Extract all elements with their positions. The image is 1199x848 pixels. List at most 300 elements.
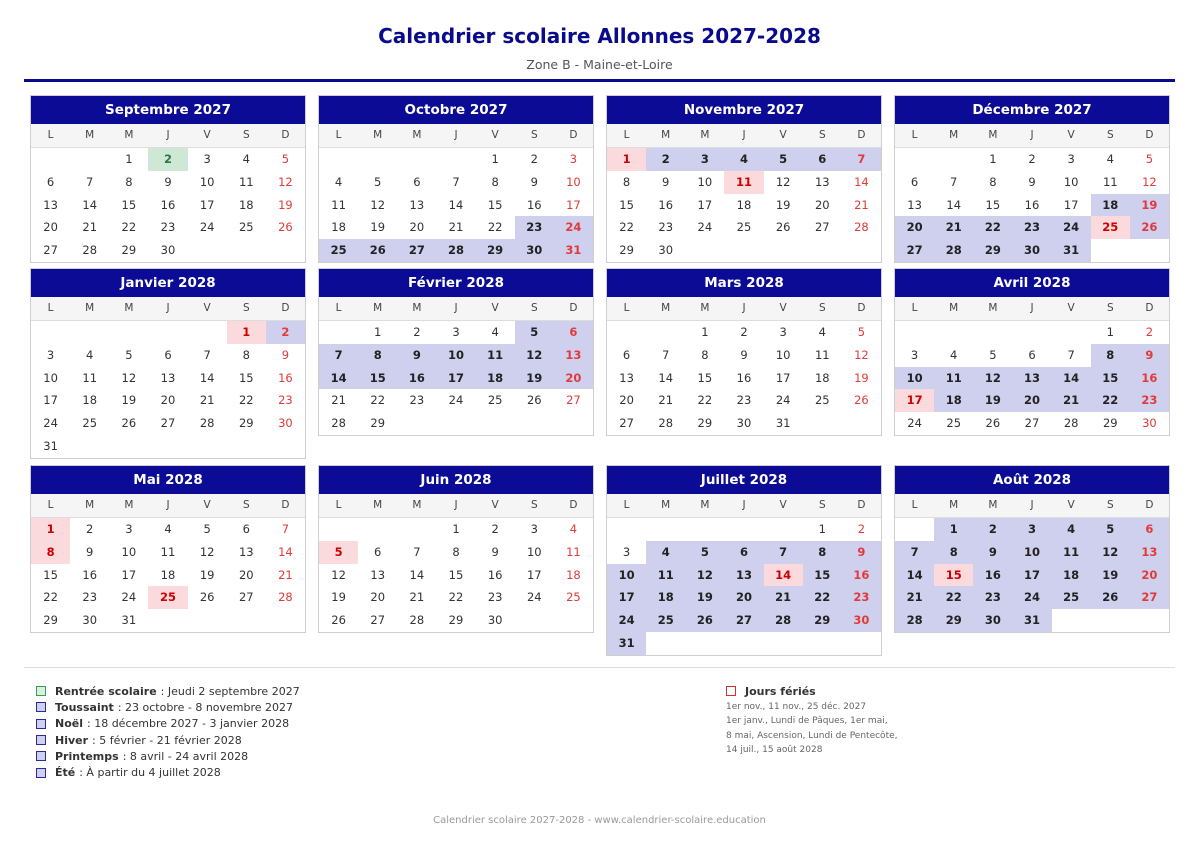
day-cell: 18 bbox=[82, 393, 98, 408]
weekday-label: M bbox=[124, 129, 134, 141]
day-cell: 8 bbox=[491, 174, 499, 189]
weekday-label: J bbox=[742, 302, 746, 314]
weekday-label: D bbox=[857, 302, 866, 314]
empty-cell bbox=[646, 518, 685, 541]
day-cell: 27 bbox=[724, 609, 763, 632]
day-cell: 9 bbox=[1130, 344, 1169, 367]
weekday-label: D bbox=[1145, 302, 1154, 314]
day-cell: 24 bbox=[1052, 216, 1091, 239]
weekday-label: D bbox=[857, 129, 866, 141]
empty-cell bbox=[895, 518, 934, 541]
title-divider bbox=[24, 79, 1175, 82]
day-cell: 29 bbox=[697, 416, 713, 431]
weekday-label: S bbox=[1106, 302, 1114, 314]
day-cell: 4 bbox=[334, 174, 343, 189]
day-cell: 7 bbox=[319, 344, 358, 367]
day-cell: 17 bbox=[1063, 197, 1079, 212]
day-cell: 26 bbox=[1130, 216, 1169, 239]
day-cell: 7 bbox=[950, 174, 958, 189]
day-cell: 23 bbox=[278, 393, 293, 408]
day-cell: 7 bbox=[764, 541, 803, 564]
day-cell: 31 bbox=[775, 416, 791, 431]
day-cell: 25 bbox=[736, 220, 752, 235]
day-cell: 10 bbox=[566, 174, 581, 189]
day-cell: 31 bbox=[43, 438, 58, 453]
empty-cell bbox=[319, 518, 358, 541]
weekday-label: J bbox=[1030, 499, 1034, 511]
day-cell: 14 bbox=[658, 370, 674, 385]
day-cell: 17 bbox=[607, 586, 646, 609]
month-title: Juillet 2028 bbox=[607, 466, 881, 494]
weekday-header bbox=[31, 124, 305, 148]
weekday-label: S bbox=[818, 499, 826, 511]
legend-item-noel bbox=[36, 716, 300, 732]
day-cell: 3 bbox=[685, 148, 724, 171]
day-cell: 30 bbox=[842, 609, 881, 632]
day-cell: 10 bbox=[1063, 174, 1079, 189]
weekday-header bbox=[319, 124, 593, 148]
day-cell: 26 bbox=[985, 416, 1001, 431]
weekday-label: V bbox=[1067, 499, 1075, 511]
day-cell: 8 bbox=[989, 174, 997, 189]
day-cell: 16 bbox=[658, 197, 674, 212]
day-cell: 10 bbox=[775, 347, 791, 362]
day-cell: 5 bbox=[989, 347, 997, 362]
month-title: Septembre 2027 bbox=[31, 96, 305, 124]
days-grid bbox=[319, 148, 593, 262]
day-cell: 6 bbox=[413, 174, 421, 189]
day-cell: 15 bbox=[619, 197, 634, 212]
day-cell: 19 bbox=[685, 586, 724, 609]
day-cell: 7 bbox=[413, 544, 421, 559]
day-cell: 1 bbox=[227, 321, 266, 344]
weekday-label: S bbox=[1106, 129, 1114, 141]
day-cell: 5 bbox=[203, 522, 211, 536]
day-cell: 25 bbox=[814, 393, 830, 408]
day-cell: 19 bbox=[973, 389, 1012, 412]
day-cell: 9 bbox=[1028, 174, 1036, 189]
month-calendar bbox=[606, 95, 882, 263]
day-cell: 20 bbox=[1130, 564, 1169, 587]
day-cell: 28 bbox=[278, 590, 293, 605]
day-cell: 29 bbox=[43, 613, 58, 628]
weekday-label: M bbox=[124, 499, 134, 511]
day-cell: 5 bbox=[374, 174, 382, 189]
day-cell: 11 bbox=[238, 174, 254, 189]
day-cell: 2 bbox=[530, 152, 538, 166]
day-cell: 26 bbox=[358, 239, 397, 262]
day-cell: 17 bbox=[1012, 564, 1051, 587]
day-cell: 1 bbox=[818, 522, 826, 536]
day-cell: 2 bbox=[86, 522, 94, 536]
day-cell: 8 bbox=[452, 544, 460, 559]
weekday-label: D bbox=[569, 302, 578, 314]
day-cell: 10 bbox=[607, 564, 646, 587]
day-cell: 3 bbox=[203, 152, 211, 166]
day-cell: 29 bbox=[619, 243, 634, 258]
day-cell: 28 bbox=[409, 613, 425, 628]
day-cell: 9 bbox=[164, 174, 172, 189]
day-cell: 19 bbox=[121, 393, 137, 408]
day-cell: 24 bbox=[907, 416, 922, 431]
day-cell: 4 bbox=[491, 325, 499, 339]
blue-square-icon bbox=[36, 735, 46, 745]
day-cell: 15 bbox=[803, 564, 842, 587]
day-cell: 12 bbox=[370, 197, 386, 212]
day-cell: 9 bbox=[530, 174, 538, 189]
weekday-label: V bbox=[203, 499, 211, 511]
weekday-label: D bbox=[281, 302, 290, 314]
day-cell: 7 bbox=[895, 541, 934, 564]
month-calendar bbox=[30, 95, 306, 263]
weekday-header bbox=[607, 124, 881, 148]
day-cell: 29 bbox=[370, 416, 386, 431]
day-cell: 2 bbox=[266, 321, 305, 344]
legend-item-printemps bbox=[36, 748, 300, 764]
day-cell: 28 bbox=[1063, 416, 1079, 431]
day-cell: 14 bbox=[854, 174, 869, 189]
weekday-header bbox=[607, 297, 881, 321]
day-cell: 19 bbox=[1130, 194, 1169, 217]
legend-name: Printemps bbox=[55, 749, 119, 763]
day-cell: 26 bbox=[685, 609, 724, 632]
day-cell: 6 bbox=[242, 522, 250, 536]
day-cell: 16 bbox=[487, 567, 503, 582]
day-cell: 13 bbox=[370, 567, 386, 582]
days-grid bbox=[319, 321, 593, 435]
day-cell: 7 bbox=[662, 347, 670, 362]
day-cell: 19 bbox=[775, 197, 791, 212]
page-subtitle: Zone B - Maine-et-Loire bbox=[526, 57, 673, 72]
day-cell: 19 bbox=[1091, 564, 1130, 587]
weekday-label: M bbox=[412, 499, 422, 511]
weekday-label: S bbox=[818, 129, 826, 141]
day-cell: 13 bbox=[619, 370, 634, 385]
day-cell: 24 bbox=[199, 220, 215, 235]
legend-divider bbox=[24, 667, 1175, 668]
weekday-label: D bbox=[569, 499, 578, 511]
day-cell: 22 bbox=[934, 586, 973, 609]
day-cell: 13 bbox=[160, 370, 176, 385]
day-cell: 3 bbox=[622, 544, 631, 559]
day-cell: 4 bbox=[569, 522, 578, 536]
month-title: Octobre 2027 bbox=[319, 96, 593, 124]
day-cell: 5 bbox=[1091, 518, 1130, 541]
weekday-label: M bbox=[85, 499, 95, 511]
day-cell: 23 bbox=[1130, 389, 1169, 412]
legend-detail: : Jeudi 2 septembre 2027 bbox=[160, 684, 300, 698]
day-cell: 28 bbox=[934, 239, 973, 262]
weekday-header bbox=[895, 494, 1169, 518]
day-cell: 25 bbox=[82, 416, 98, 431]
day-cell: 27 bbox=[238, 590, 254, 605]
day-cell: 19 bbox=[854, 370, 869, 385]
weekday-label: M bbox=[949, 302, 959, 314]
day-cell: 11 bbox=[646, 564, 685, 587]
weekday-label: J bbox=[742, 129, 746, 141]
day-cell: 11 bbox=[814, 347, 830, 362]
day-cell: 18 bbox=[814, 370, 830, 385]
day-cell: 18 bbox=[476, 367, 515, 390]
month-calendar bbox=[894, 95, 1170, 263]
blue-square-icon bbox=[36, 719, 46, 729]
day-cell: 28 bbox=[895, 609, 934, 632]
weekday-label: S bbox=[530, 129, 538, 141]
weekday-label: L bbox=[911, 499, 918, 511]
page-title: Calendrier scolaire Allonnes 2027-2028 bbox=[378, 24, 821, 48]
day-cell: 25 bbox=[566, 590, 581, 605]
day-cell: 1 bbox=[31, 518, 70, 541]
day-cell: 11 bbox=[566, 544, 581, 559]
weekday-label: J bbox=[166, 129, 170, 141]
day-cell: 23 bbox=[487, 590, 503, 605]
weekday-label: M bbox=[949, 499, 959, 511]
day-cell: 12 bbox=[278, 174, 293, 189]
month-calendar bbox=[606, 268, 882, 436]
day-cell: 6 bbox=[910, 174, 919, 189]
day-cell: 12 bbox=[121, 370, 137, 385]
empty-cell bbox=[973, 321, 1012, 344]
day-cell: 11 bbox=[476, 344, 515, 367]
day-cell: 24 bbox=[448, 393, 464, 408]
weekday-label: M bbox=[412, 302, 422, 314]
day-cell: 31 bbox=[121, 613, 137, 628]
empty-cell bbox=[1012, 321, 1051, 344]
weekday-label: L bbox=[47, 302, 54, 314]
weekday-label: V bbox=[491, 499, 499, 511]
weekday-label: M bbox=[661, 302, 671, 314]
day-cell: 27 bbox=[43, 243, 58, 258]
weekday-label: S bbox=[1106, 499, 1114, 511]
day-cell: 8 bbox=[1091, 344, 1130, 367]
day-cell: 3 bbox=[1067, 152, 1075, 166]
weekday-label: L bbox=[911, 129, 918, 141]
day-cell: 26 bbox=[199, 590, 215, 605]
day-cell: 12 bbox=[1142, 174, 1157, 189]
day-cell: 26 bbox=[775, 220, 791, 235]
day-cell: 27 bbox=[619, 416, 634, 431]
day-cell: 1 bbox=[934, 518, 973, 541]
day-cell: 17 bbox=[697, 197, 713, 212]
day-cell: 3 bbox=[569, 152, 578, 166]
day-cell: 16 bbox=[842, 564, 881, 587]
day-cell: 29 bbox=[476, 239, 515, 262]
day-cell: 9 bbox=[281, 347, 290, 362]
legend-detail: : 8 avril - 24 avril 2028 bbox=[122, 749, 249, 763]
weekday-label: V bbox=[491, 129, 499, 141]
day-cell: 11 bbox=[1102, 174, 1118, 189]
day-cell: 10 bbox=[526, 544, 542, 559]
day-cell: 27 bbox=[1024, 416, 1040, 431]
day-cell: 4 bbox=[646, 541, 685, 564]
legend-name: Été bbox=[55, 766, 76, 780]
day-cell: 2 bbox=[973, 518, 1012, 541]
day-cell: 8 bbox=[242, 347, 250, 362]
days-grid bbox=[31, 321, 305, 458]
legend-name: Noël bbox=[55, 717, 83, 731]
day-cell: 23 bbox=[160, 220, 176, 235]
weekday-label: S bbox=[242, 499, 250, 511]
weekday-label: M bbox=[988, 499, 998, 511]
day-cell: 6 bbox=[803, 148, 842, 171]
day-cell: 17 bbox=[43, 393, 58, 408]
day-cell: 7 bbox=[281, 522, 290, 536]
weekday-label: M bbox=[85, 302, 95, 314]
day-cell: 3 bbox=[46, 347, 55, 362]
day-cell: 16 bbox=[526, 197, 542, 212]
day-cell: 27 bbox=[814, 220, 830, 235]
legend-item-hiver bbox=[36, 732, 300, 748]
day-cell: 12 bbox=[973, 367, 1012, 390]
weekday-label: S bbox=[242, 129, 250, 141]
day-cell: 1 bbox=[989, 152, 997, 166]
day-cell: 21 bbox=[448, 220, 464, 235]
day-cell: 7 bbox=[1067, 347, 1075, 362]
day-cell: 15 bbox=[121, 197, 137, 212]
day-cell: 25 bbox=[1091, 216, 1130, 239]
day-cell: 17 bbox=[121, 567, 137, 582]
day-cell: 17 bbox=[436, 367, 475, 390]
weekday-label: J bbox=[166, 302, 170, 314]
weekday-label: J bbox=[166, 499, 170, 511]
weekday-label: V bbox=[1067, 302, 1075, 314]
weekday-label: V bbox=[779, 129, 787, 141]
weekday-label: L bbox=[335, 499, 342, 511]
weekday-label: V bbox=[491, 302, 499, 314]
weekday-label: J bbox=[1030, 302, 1034, 314]
day-cell: 31 bbox=[1012, 609, 1051, 632]
weekday-header bbox=[31, 297, 305, 321]
day-cell: 4 bbox=[1106, 152, 1114, 166]
day-cell: 30 bbox=[487, 613, 503, 628]
day-cell: 3 bbox=[779, 325, 787, 339]
weekday-label: L bbox=[335, 129, 342, 141]
day-cell: 2 bbox=[1028, 152, 1036, 166]
weekday-label: M bbox=[412, 129, 422, 141]
day-cell: 29 bbox=[1102, 416, 1118, 431]
day-cell: 3 bbox=[125, 522, 133, 536]
day-cell: 16 bbox=[82, 567, 98, 582]
weekday-header bbox=[31, 494, 305, 518]
day-cell: 15 bbox=[238, 370, 254, 385]
weekday-label: J bbox=[454, 499, 458, 511]
days-grid bbox=[607, 321, 881, 435]
weekday-label: D bbox=[1145, 129, 1154, 141]
day-cell: 20 bbox=[619, 393, 634, 408]
weekday-header bbox=[319, 494, 593, 518]
weekday-header bbox=[895, 124, 1169, 148]
empty-cell bbox=[148, 321, 187, 344]
day-cell: 2 bbox=[148, 148, 187, 171]
day-cell: 21 bbox=[331, 393, 346, 408]
empty-cell bbox=[607, 518, 646, 541]
day-cell: 11 bbox=[82, 370, 98, 385]
day-cell: 21 bbox=[1052, 389, 1091, 412]
empty-cell bbox=[109, 321, 148, 344]
day-cell: 20 bbox=[238, 567, 254, 582]
day-cell: 25 bbox=[148, 586, 187, 609]
day-cell: 18 bbox=[160, 567, 176, 582]
jours-feries-line: 1er janv., Lundi de Pâques, 1er mai, bbox=[726, 716, 888, 727]
day-cell: 12 bbox=[515, 344, 554, 367]
day-cell: 24 bbox=[526, 590, 542, 605]
jours-feries-line: 8 mai, Ascension, Lundi de Pentecôte, bbox=[726, 730, 898, 741]
day-cell: 5 bbox=[281, 152, 290, 166]
day-cell: 29 bbox=[803, 609, 842, 632]
weekday-label: M bbox=[988, 302, 998, 314]
day-cell: 22 bbox=[370, 393, 386, 408]
day-cell: 13 bbox=[238, 544, 254, 559]
empty-cell bbox=[607, 321, 646, 344]
month-calendar bbox=[318, 465, 594, 633]
day-cell: 8 bbox=[125, 174, 133, 189]
day-cell: 9 bbox=[973, 541, 1012, 564]
day-cell: 8 bbox=[934, 541, 973, 564]
month-calendar bbox=[894, 465, 1170, 633]
weekday-label: V bbox=[1067, 129, 1075, 141]
empty-cell bbox=[358, 518, 397, 541]
day-cell: 12 bbox=[199, 544, 215, 559]
day-cell: 25 bbox=[319, 239, 358, 262]
day-cell: 14 bbox=[82, 197, 98, 212]
day-cell: 17 bbox=[895, 389, 934, 412]
day-cell: 14 bbox=[199, 370, 215, 385]
empty-cell bbox=[895, 321, 934, 344]
day-cell: 18 bbox=[1091, 194, 1130, 217]
day-cell: 16 bbox=[1024, 197, 1040, 212]
days-grid bbox=[895, 321, 1169, 435]
day-cell: 8 bbox=[31, 541, 70, 564]
day-cell: 27 bbox=[370, 613, 386, 628]
day-cell: 19 bbox=[515, 367, 554, 390]
day-cell: 24 bbox=[121, 590, 137, 605]
day-cell: 18 bbox=[736, 197, 752, 212]
day-cell: 5 bbox=[319, 541, 358, 564]
days-grid bbox=[31, 148, 305, 262]
day-cell: 23 bbox=[409, 393, 425, 408]
day-cell: 23 bbox=[973, 586, 1012, 609]
month-title: Janvier 2028 bbox=[31, 269, 305, 297]
day-cell: 5 bbox=[764, 148, 803, 171]
weekday-label: M bbox=[373, 499, 383, 511]
days-grid bbox=[607, 518, 881, 655]
day-cell: 6 bbox=[724, 541, 763, 564]
empty-cell bbox=[319, 148, 358, 171]
day-cell: 16 bbox=[278, 370, 293, 385]
day-cell: 15 bbox=[1091, 367, 1130, 390]
month-calendar bbox=[30, 465, 306, 633]
day-cell: 14 bbox=[1052, 367, 1091, 390]
day-cell: 22 bbox=[238, 393, 254, 408]
day-cell: 30 bbox=[160, 243, 176, 258]
day-cell: 15 bbox=[697, 370, 713, 385]
days-grid bbox=[319, 518, 593, 632]
day-cell: 9 bbox=[662, 174, 670, 189]
day-cell: 28 bbox=[331, 416, 346, 431]
day-cell: 11 bbox=[331, 197, 346, 212]
day-cell: 26 bbox=[526, 393, 542, 408]
day-cell: 4 bbox=[724, 148, 763, 171]
day-cell: 6 bbox=[554, 321, 593, 344]
blue-square-icon bbox=[36, 751, 46, 761]
weekday-label: M bbox=[124, 302, 134, 314]
month-title: Juin 2028 bbox=[319, 466, 593, 494]
weekday-label: V bbox=[779, 302, 787, 314]
day-cell: 20 bbox=[554, 367, 593, 390]
legend-item-rentree bbox=[36, 683, 300, 699]
day-cell: 17 bbox=[775, 370, 791, 385]
day-cell: 25 bbox=[238, 220, 254, 235]
